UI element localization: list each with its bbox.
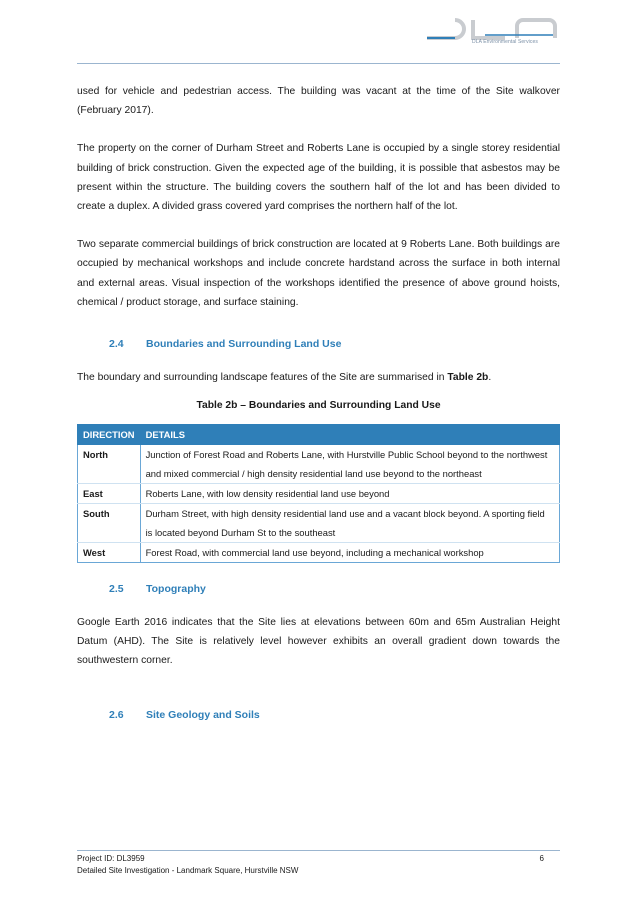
topography-paragraph: Google Earth 2016 indicates that the Site lies at elevations between 60m and 65m Australian Height Datum (AHD). The Site is relatively level however exhibits an overall gradient down towards the southwestern corner.: [77, 616, 560, 667]
report-title: Detailed Site Investigation - Landmark Square, Hurstville NSW: [77, 866, 299, 875]
boundaries-table: [77, 424, 560, 563]
direction-cell: East: [78, 483, 141, 503]
paragraph-1: used for vehicle and pedestrian access. The building was vacant at the time of the Site walkover (February 2017).: [77, 86, 560, 117]
table-row: [78, 444, 560, 483]
section-heading-2-5: [77, 580, 560, 599]
details-cell: Durham Street, with high density residential land use and a vacant block beyond. A sporting field is located beyond Durham St to the southeast: [140, 503, 559, 542]
section-title: Boundaries and Surrounding Land Use: [146, 338, 342, 351]
details-cell: Roberts Lane, with low density residential land use beyond: [140, 483, 559, 503]
page-content: [77, 82, 560, 740]
table-header-row: [78, 424, 560, 444]
table-row: [78, 483, 560, 503]
section-title: Site Geology and Soils: [146, 709, 260, 722]
header-rule: [77, 63, 560, 64]
project-id: Project ID: DL3959: [77, 854, 145, 863]
details-cell: Junction of Forest Road and Roberts Lane, with Hurstville Public School beyond to the northwest and mixed commercial / high density residential land use beyond to the northeast: [140, 444, 559, 483]
table-title: Table 2b – Boundaries and Surrounding Land Use: [196, 400, 441, 412]
direction-cell: North: [78, 444, 141, 483]
table-intro-suffix: .: [488, 372, 492, 384]
section-number: 2.4: [109, 338, 124, 351]
section-heading-2-6: [77, 706, 560, 725]
column-header: DETAILS: [140, 424, 559, 444]
page-number: 6: [539, 854, 544, 863]
table-intro: [77, 368, 560, 387]
page-footer: [77, 853, 560, 877]
section-heading-2-4: [77, 335, 560, 354]
paragraph-3: Two separate commercial buildings of brick construction are located at 9 Roberts Lane. Both buildings are occupied by mechanical workshops and include concrete hardstand across the surface in both internal and external areas. Visual inspection of the workshops identified the presence of above ground hoists, chemical / product storage, and surface staining.: [77, 239, 560, 308]
footer-rule: [77, 850, 560, 851]
table-row: [78, 503, 560, 542]
table-row: [78, 542, 560, 562]
section-number: 2.6: [109, 709, 124, 722]
direction-cell: West: [78, 542, 141, 562]
column-header: DIRECTION: [78, 424, 141, 444]
details-cell: Forest Road, with commercial land use beyond, including a mechanical workshop: [140, 542, 559, 562]
direction-cell: South: [78, 503, 141, 542]
table-intro-text: The boundary and surrounding landscape features of the Site are summarised in: [77, 372, 448, 384]
section-title: Topography: [146, 582, 206, 595]
table-reference: Table 2b: [447, 372, 489, 384]
section-number: 2.5: [109, 582, 124, 595]
logo-tagline: DLA Environmental Services: [472, 39, 538, 45]
paragraph-2: The property on the corner of Durham Street and Roberts Lane is occupied by a single storey residential building of brick construction. Given the expected age of the building, it is possible that asbestos may be present within the structure. The building covers the southern half of the lot and has been divided to create a duplex. A divided grass covered yard comprises the northern half of the lot.: [77, 143, 560, 213]
